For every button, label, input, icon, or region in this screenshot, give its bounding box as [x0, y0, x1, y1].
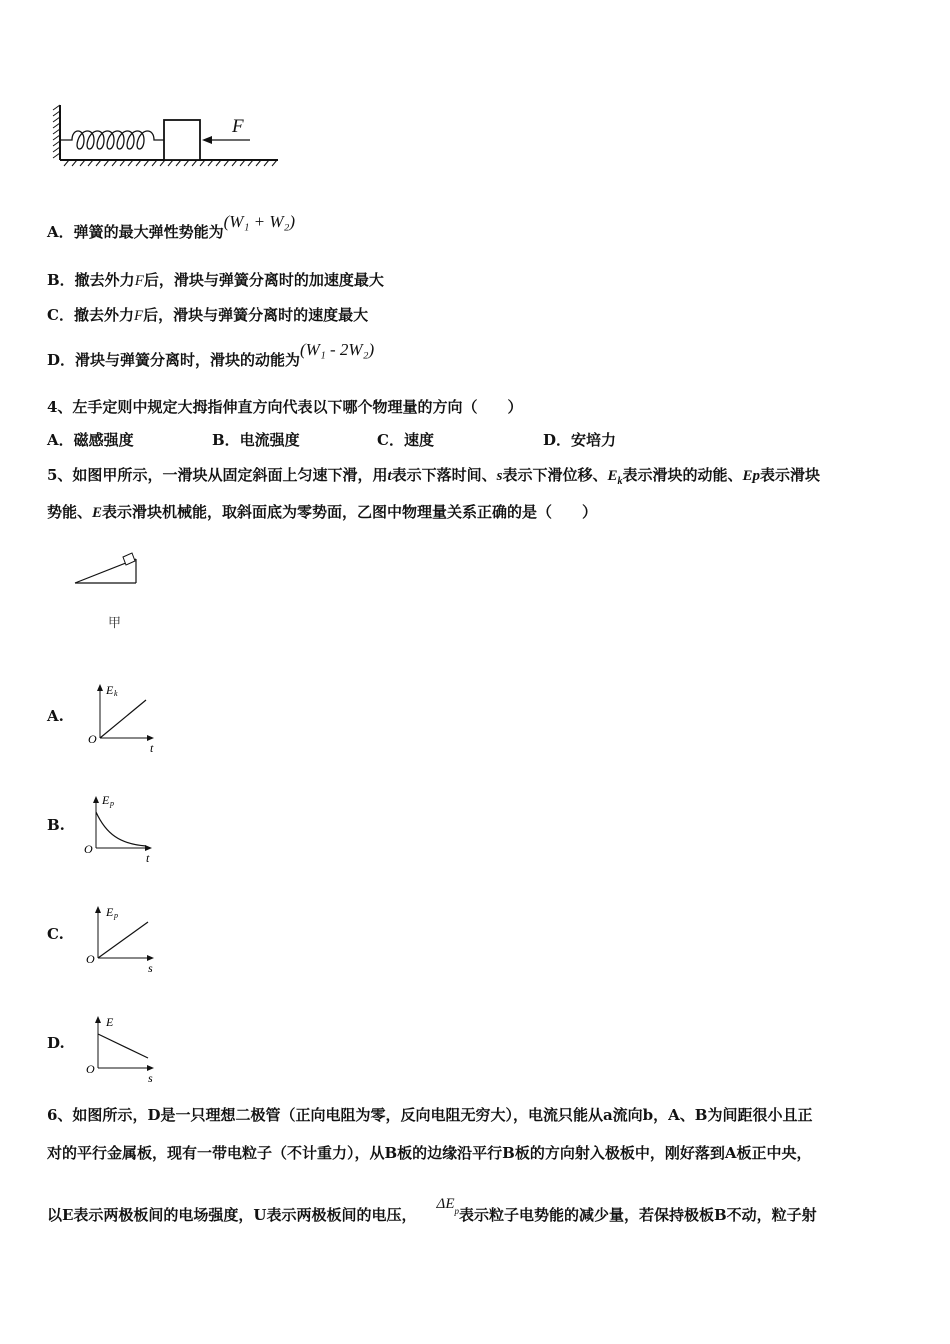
- spring-block-figure: [50, 100, 290, 175]
- q6-stem-line3: 以E表示两极板间的电场强度，U表示两极板间的电压，$\Delta E_p$表示粒子电势能的减少量，若保持极板B不动，粒子射: [47, 1196, 817, 1224]
- q4-choice-b: B．电流强度: [212, 431, 300, 449]
- q3-option-a: A．弹簧的最大弹性势能为(W₁ + W₂): [47, 212, 296, 241]
- slider-block: [164, 120, 200, 160]
- svg-text:t: t: [146, 851, 150, 865]
- q3-option-d: D．滑块与弹簧分离时，滑块的动能为(W₁ - 2W₂): [47, 340, 375, 369]
- force-label: F: [232, 116, 244, 137]
- q4-choice-c: C．速度: [377, 431, 434, 449]
- q6-stem-line1: 6、如图所示，D是一只理想二极管（正向电阻为零，反向电阻无穷大），电流只能从a流向b，A、B为间距很小且正: [47, 1106, 813, 1124]
- svg-text:t: t: [150, 741, 154, 755]
- svg-text:s: s: [148, 961, 153, 975]
- formula-w1-minus-2w2: (W₁ - 2W₂): [300, 340, 375, 359]
- graph-option-c-label: C.: [47, 925, 64, 943]
- svg-text:O: O: [88, 732, 97, 746]
- q3-option-c: C．撤去外力F后，滑块与弹簧分离时的速度最大: [47, 306, 369, 324]
- graph-option-d-label: D.: [47, 1034, 65, 1052]
- svg-text:O: O: [86, 1062, 95, 1076]
- svg-text:E: E: [102, 793, 110, 807]
- q4-choice-d: D．安培力: [543, 431, 617, 449]
- incline-block: [123, 553, 135, 565]
- q3-option-b: B．撤去外力F后，滑块与弹簧分离时的加速度最大: [47, 271, 384, 289]
- graph-option-b-label: B.: [47, 816, 65, 834]
- q5-stem-line2: 势能、E表示滑块机械能，取斜面底为零势面，乙图中物理量关系正确的是（ ）: [47, 503, 598, 521]
- q4-choice-a: A．磁感强度: [47, 431, 134, 449]
- q4-stem: 4、左手定则中规定大拇指伸直方向代表以下哪个物理量的方向（ ）: [47, 398, 523, 416]
- svg-text:p: p: [110, 799, 114, 808]
- graph-option-b: [82, 790, 162, 865]
- q6-stem-line2: 对的平行金属板，现有一带电粒子（不计重力），从B板的边缘沿平行B板的方向射入极板中，刚好落到A板正中央，: [47, 1144, 812, 1162]
- figure-caption-jia: 甲: [108, 616, 122, 631]
- svg-text:s: s: [148, 1071, 153, 1085]
- svg-text:k: k: [114, 689, 118, 698]
- graph-option-a: [82, 680, 162, 755]
- spring: [60, 131, 164, 149]
- formula-w1-plus-w2: (W₁ + W₂): [223, 212, 296, 231]
- svg-text:E: E: [106, 905, 114, 919]
- svg-text:E: E: [106, 1015, 114, 1029]
- svg-text:O: O: [86, 952, 95, 966]
- graph-option-d: [82, 1010, 162, 1085]
- graph-option-a-label: A.: [47, 707, 64, 725]
- q5-stem-line1: 5、如图甲所示，一滑块从固定斜面上匀速下滑，用t表示下落时间、s表示下滑位移、$E_k$表示滑块的动能、Ep表示滑块: [47, 466, 821, 487]
- incline-figure: [70, 545, 150, 590]
- svg-text:p: p: [114, 911, 118, 920]
- graph-option-c: [82, 900, 162, 975]
- svg-text:E: E: [106, 683, 114, 697]
- svg-text:O: O: [84, 842, 93, 856]
